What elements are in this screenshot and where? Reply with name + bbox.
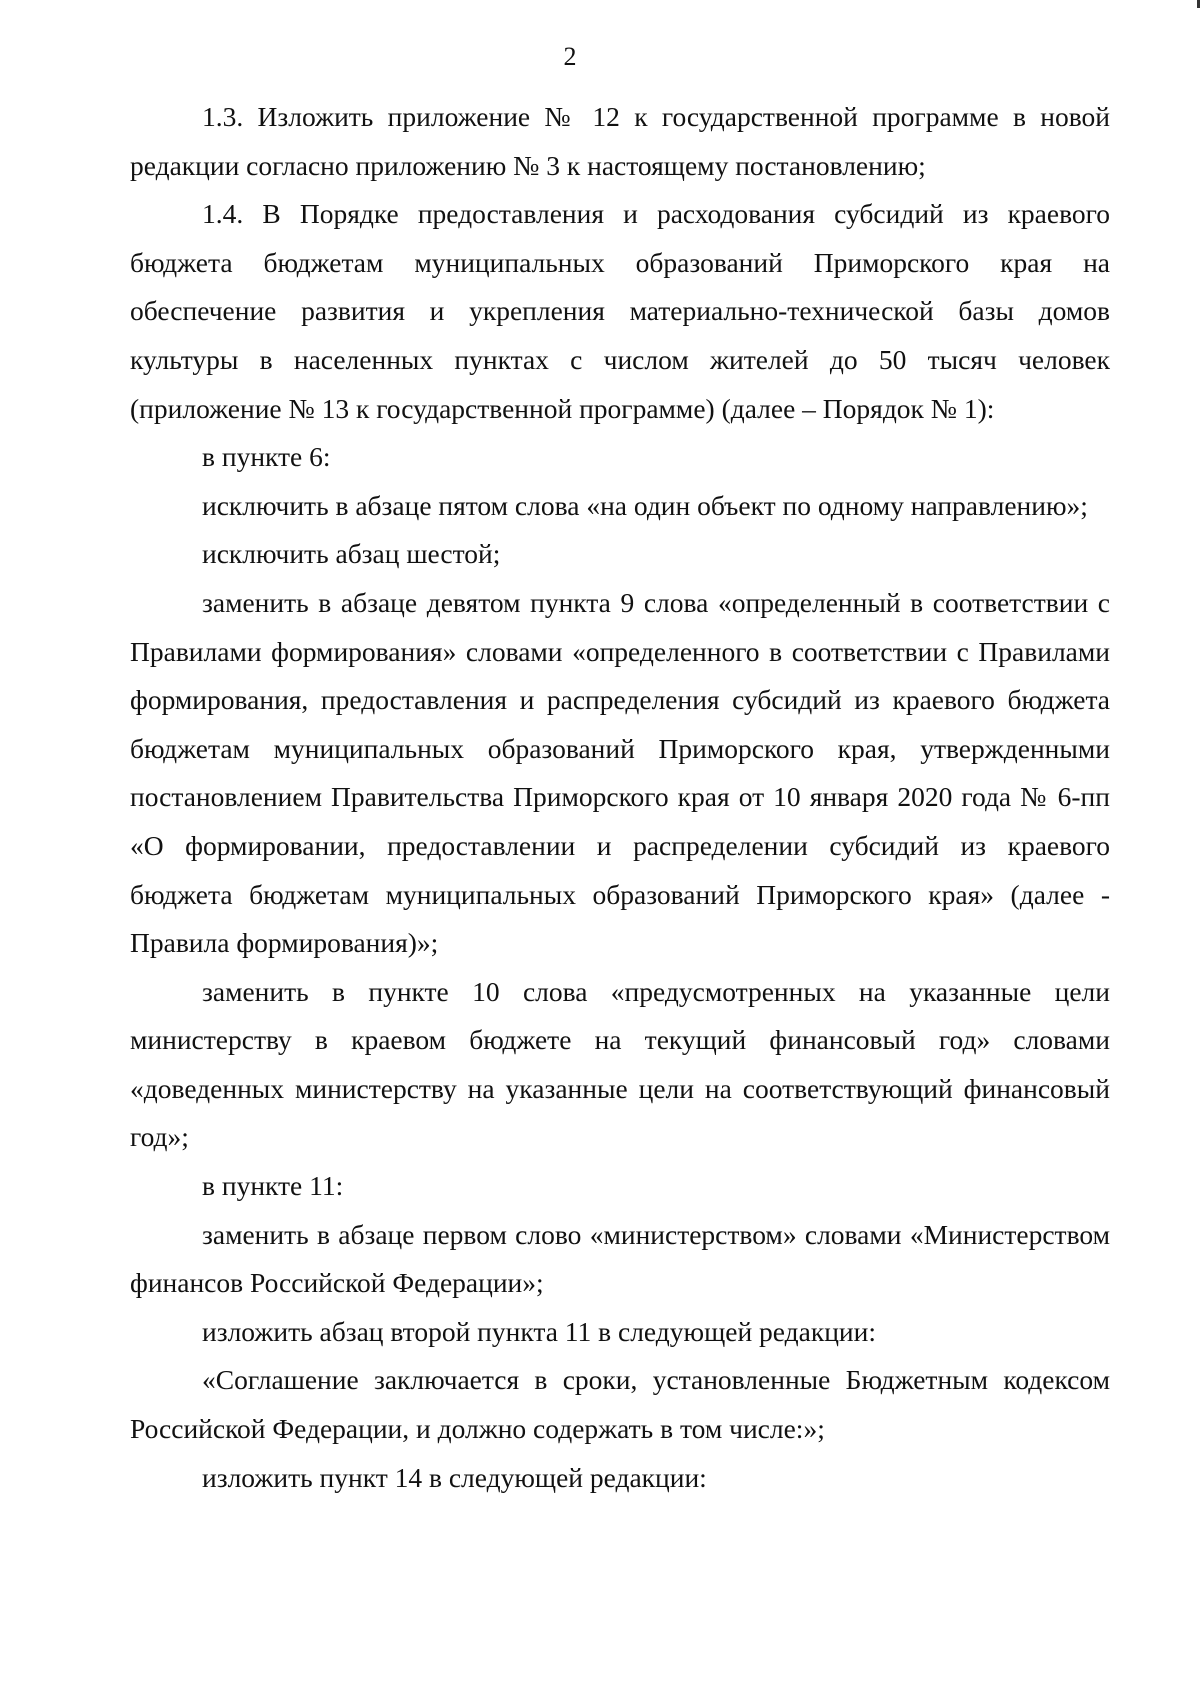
paragraph-replace-first-abzac: заменить в абзаце первом слово «министерством» словами «Министерством финансов Российской Федерации»; xyxy=(130,1218,1110,1299)
page-number: 2 xyxy=(563,42,577,71)
paragraph-replace-point-9: заменить в абзаце девятом пункта 9 слова «определенный в соответствии с Правилами формирования» словами «определенного в соответствии с Правилами формирования, предоставления и распределения субсидий из краевого бюджета бюджетам муниципальных образований Приморского края, утвержденными постановлением Правительства Приморского края от 10 января 2020 года № 6-пп «О формировании, предоставлении и распределении субсидий из краевого бюджета бюджетам муниципальных образований Приморского края» (далее - Правила формирования)»; xyxy=(130,586,1110,959)
paragraph-1-3: 1.3. Изложить приложение № 12 к государственной программе в новой редакции согласно приложению № 3 к настоящему постановлению; xyxy=(130,101,1110,181)
paragraph-point-6: в пункте 6: xyxy=(202,441,331,473)
document-body xyxy=(130,93,1110,1502)
paragraph-point-11: в пункте 11: xyxy=(202,1170,344,1202)
paragraph-restate-point-14: изложить пункт 14 в следующей редакции: xyxy=(202,1461,707,1493)
paragraph-agreement-quote: «Соглашение заключается в сроки, установленные Бюджетным кодексом Российской Федерации, и должно содержать в том числе:»; xyxy=(130,1364,1110,1445)
paragraph-restate-abzac-2: изложить абзац второй пункта 11 в следующей редакции: xyxy=(202,1315,876,1347)
paragraph-replace-point-10: заменить в пункте 10 слова «предусмотренных на указанные цели министерству в краевом бюджете на текущий финансовый год» словами «доведенных министерству на указанные цели на соответствующий финансовый год»; xyxy=(130,975,1110,1153)
paragraph-1-4: 1.4. В Порядке предоставления и расходования субсидий из краевого бюджета бюджетам муниципальных образований Приморского края на обеспечение развития и укрепления материально-технической базы домов культуры в населенных пунктах с числом жителей до 50 тысяч человек (приложение № 13 к государственной программе) (далее – Порядок № 1): xyxy=(130,198,1110,424)
paragraph-exclude-sixth: исключить абзац шестой; xyxy=(202,538,501,570)
paragraph-exclude-words: исключить в абзаце пятом слова «на один объект по одному направлению»; xyxy=(202,489,1088,521)
